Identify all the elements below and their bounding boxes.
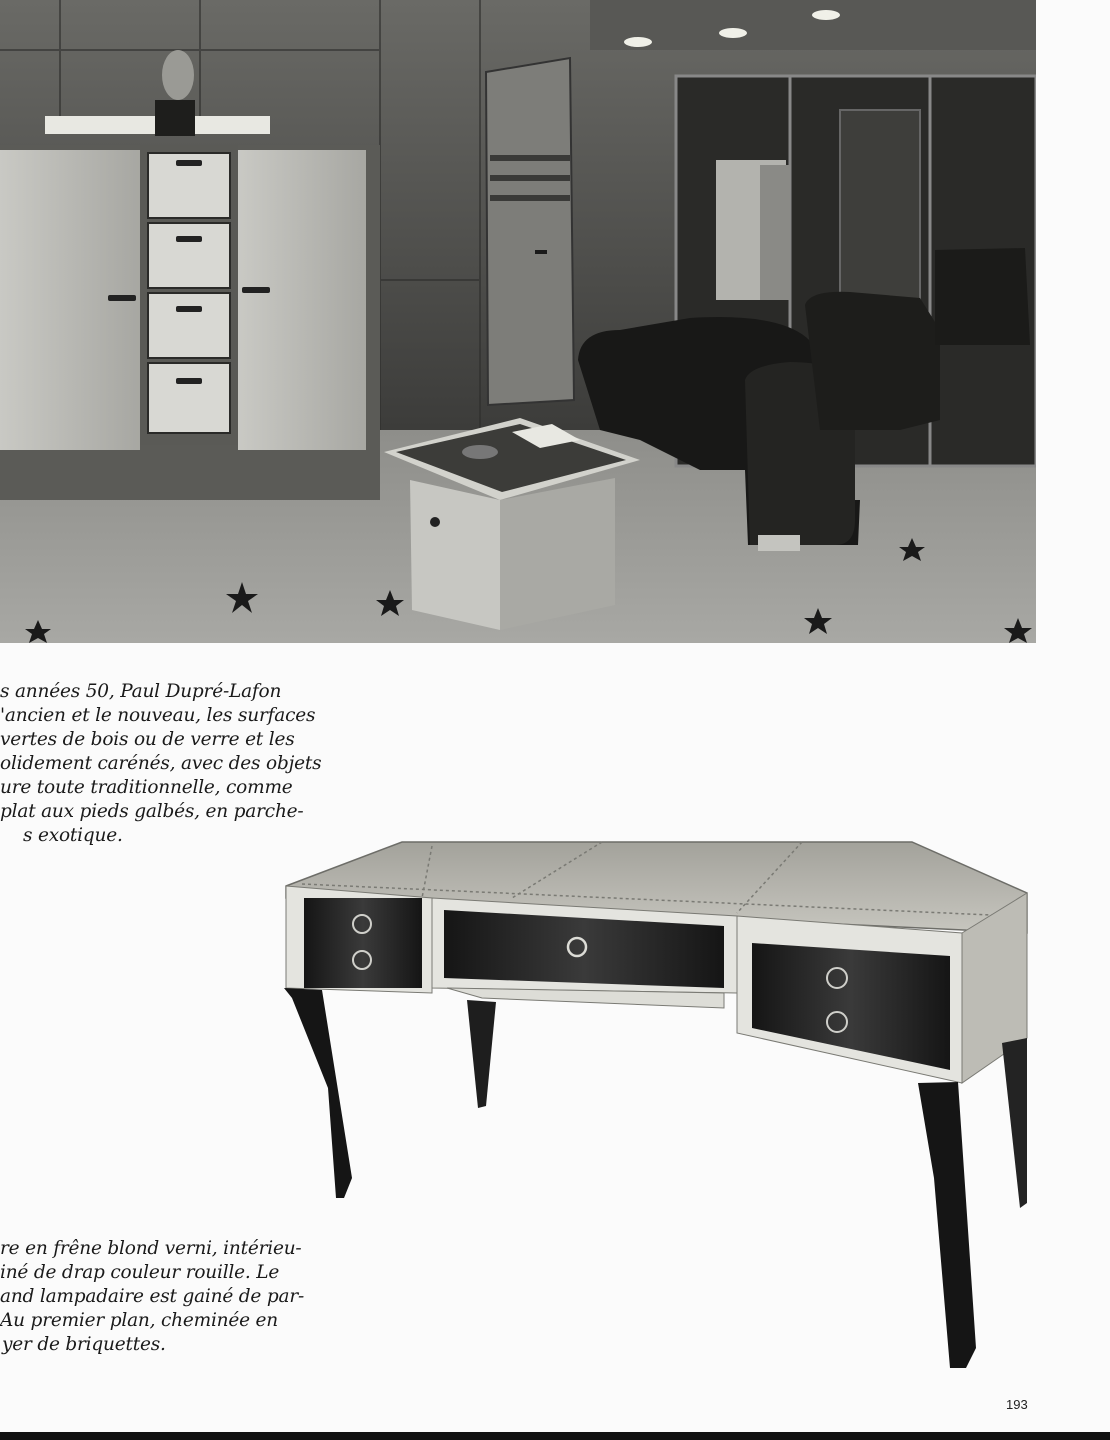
bottom-rule: [0, 1432, 1110, 1440]
intro-line: 'ancien et le nouveau, les surfaces: [0, 705, 316, 726]
intro-line: plat aux pieds galbés, en parche-: [0, 801, 304, 822]
intro-paragraph: [0, 680, 322, 848]
caption-line: iné de drap couleur rouille. Le: [0, 1262, 280, 1283]
caption-line: Au premier plan, cheminée en: [0, 1310, 279, 1331]
intro-line: ure toute traditionnelle, comme: [0, 777, 293, 798]
caption-line: and lampadaire est gainé de par-: [0, 1286, 305, 1307]
caption-line: yer de briquettes.: [2, 1334, 166, 1355]
intro-line: vertes de bois ou de verre et les: [0, 729, 295, 750]
desk-photo: [282, 838, 1062, 1378]
intro-line: olidement carénés, avec des objets: [0, 753, 322, 774]
page-number: 193: [1006, 1397, 1028, 1412]
interior-photo: [0, 0, 1036, 643]
intro-line: s exotique.: [23, 825, 123, 846]
caption-line: re en frêne blond verni, intérieu-: [0, 1238, 302, 1259]
caption-paragraph: [0, 1237, 305, 1357]
intro-line: s années 50, Paul Dupré-Lafon: [0, 681, 282, 702]
